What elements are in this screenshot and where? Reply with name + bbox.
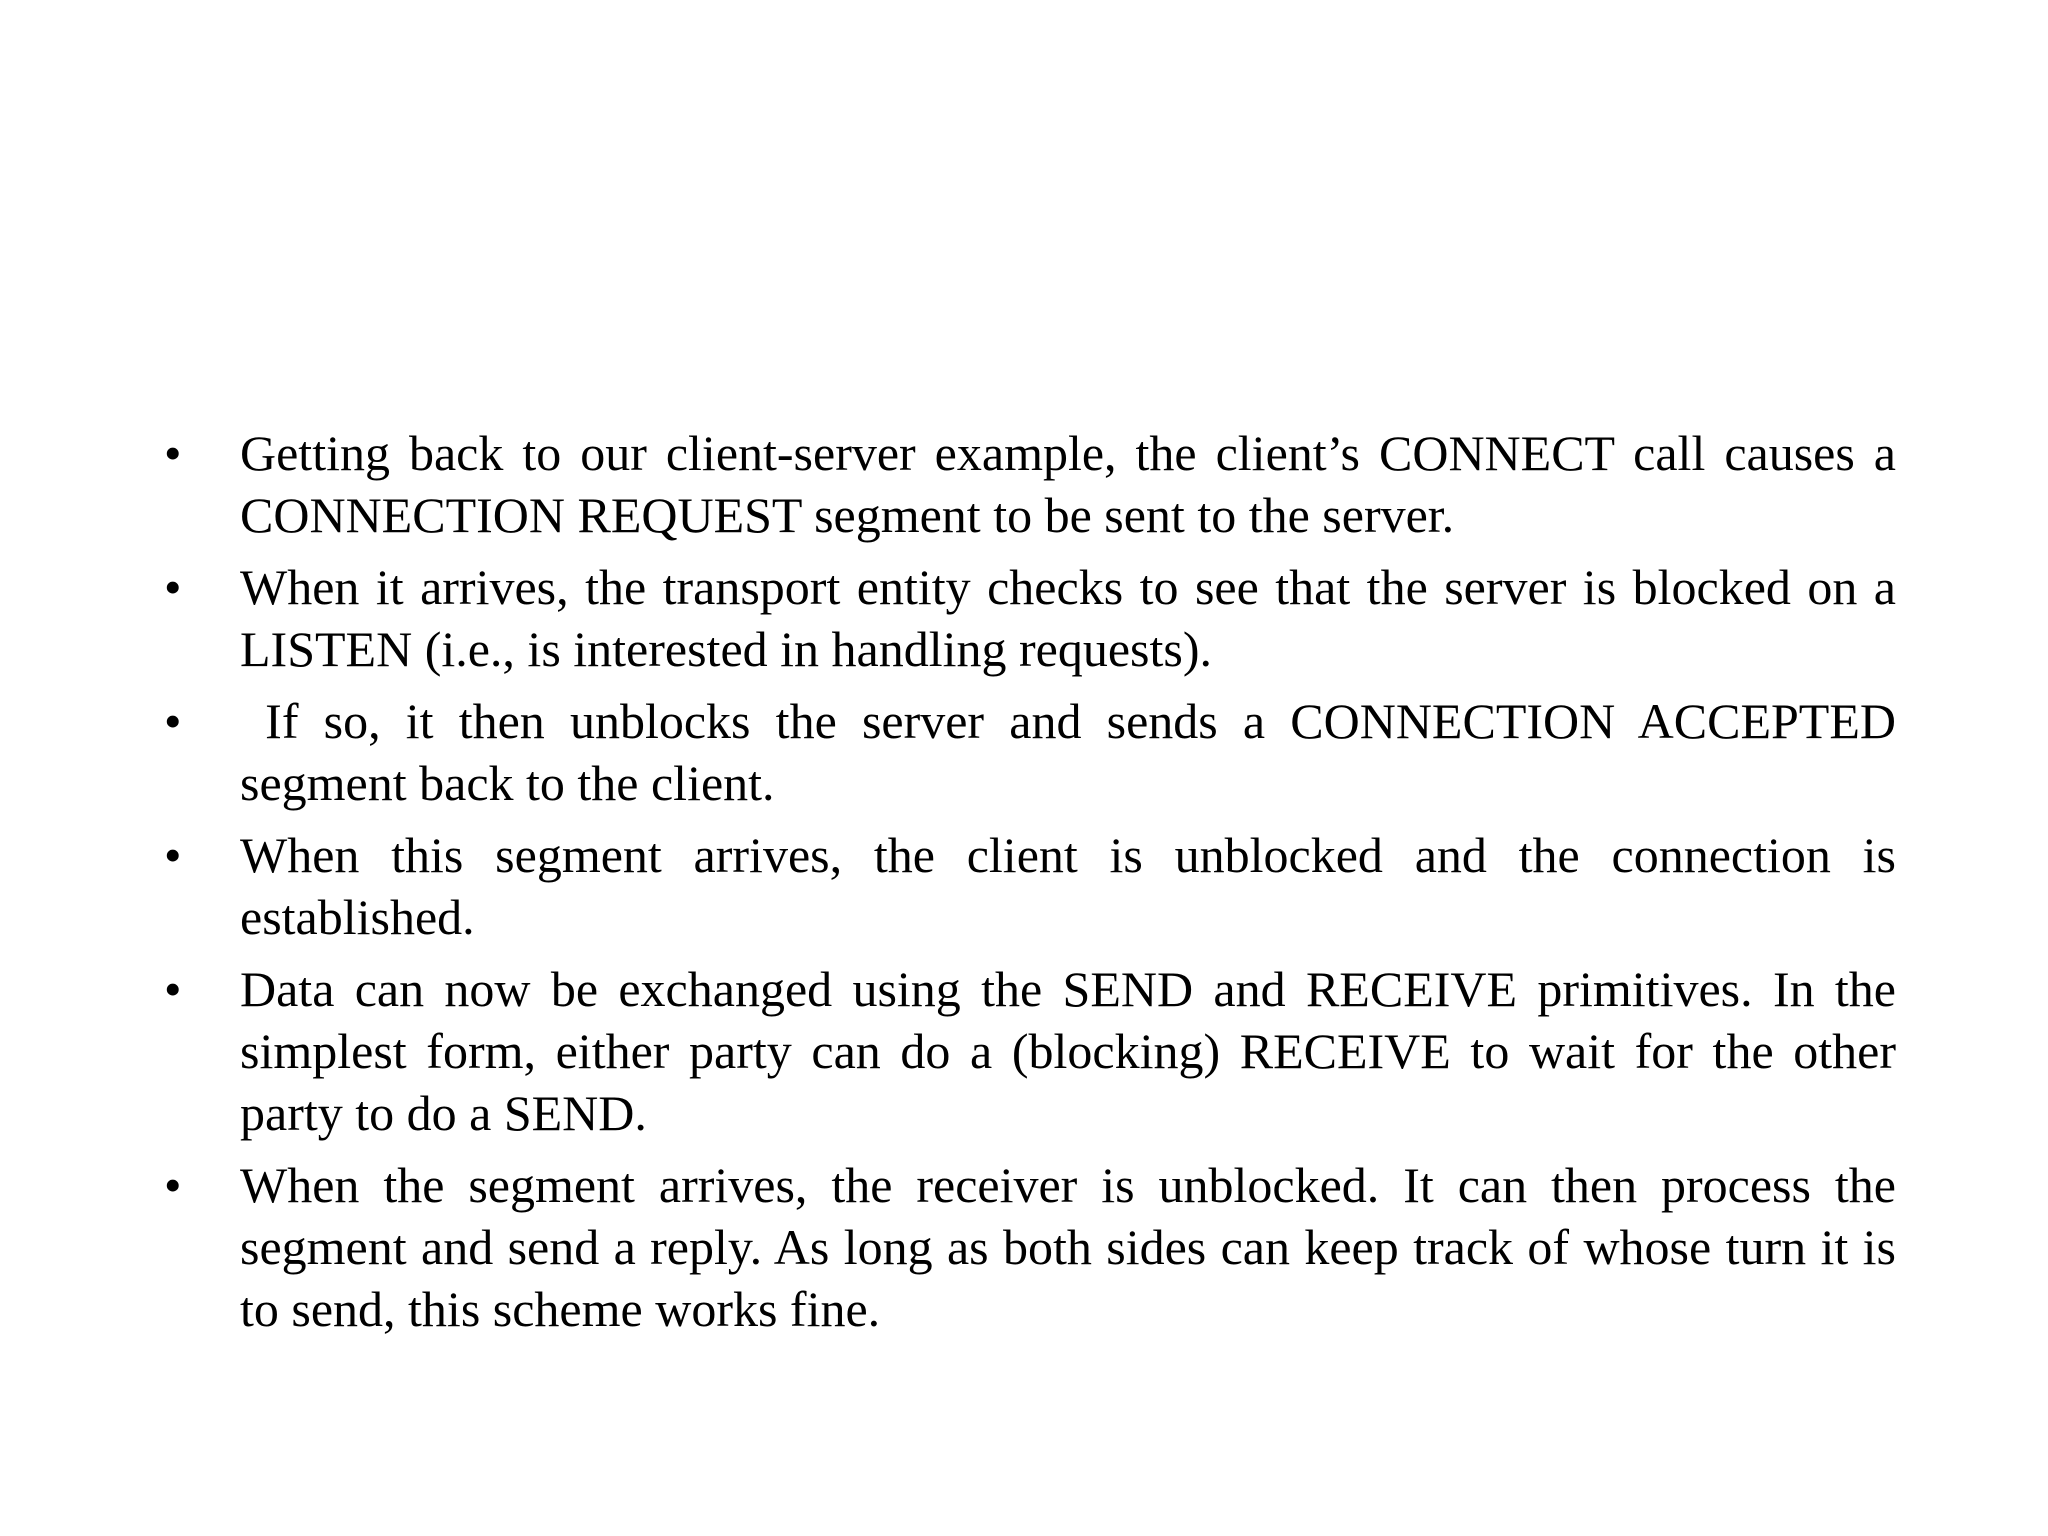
bullet-text: When it arrives, the transport entity checks to see that the server is blocked on a LISTEN (i.e., is interested in handling requests).	[240, 559, 1896, 677]
bullet-text: When this segment arrives, the client is unblocked and the connection is established.	[240, 827, 1896, 945]
bullet-item-2	[160, 556, 1896, 680]
bullet-text: When the segment arrives, the receiver is unblocked. It can then process the segment and send a reply. As long as both sides can keep track of whose turn it is to send, this scheme works fine.	[240, 1157, 1896, 1337]
bullet-icon: •	[164, 425, 182, 481]
bullet-text: If so, it then unblocks the server and sends a CONNECTION ACCEPTED segment back to the client.	[240, 693, 1909, 811]
bullet-icon: •	[164, 827, 182, 883]
bullet-text: Data can now be exchanged using the SEND and RECEIVE primitives. In the simplest form, either party can do a (blocking) RECEIVE to wait for the other party to do a SEND.	[240, 961, 1896, 1141]
bullet-item-3	[160, 690, 1909, 814]
bullet-list	[160, 422, 1909, 1350]
bullet-item-5	[160, 958, 1896, 1144]
bullet-icon: •	[164, 559, 182, 615]
bullet-item-1	[160, 422, 1896, 546]
bullet-text: Getting back to our client-server example, the client’s CONNECT call causes a CONNECTION REQUEST segment to be sent to the server.	[240, 425, 1896, 543]
bullet-item-4	[160, 824, 1896, 948]
bullet-icon: •	[164, 961, 182, 1017]
bullet-icon: •	[164, 1157, 182, 1213]
bullet-item-6	[160, 1154, 1896, 1340]
bullet-icon: •	[164, 693, 182, 749]
